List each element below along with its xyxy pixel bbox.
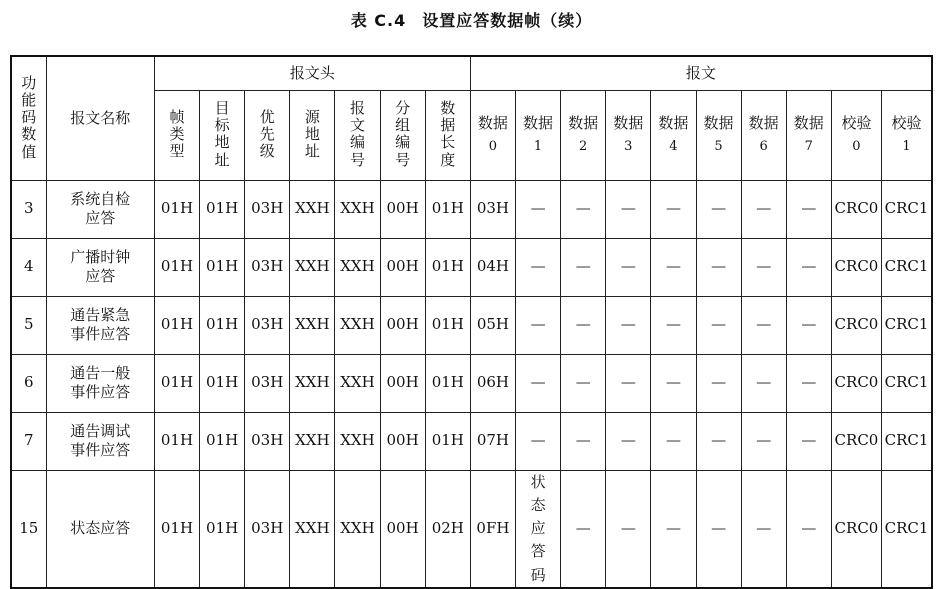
header-body-col: 数据 0 xyxy=(470,90,515,180)
empty-data-cell: — xyxy=(516,412,561,470)
empty-data-cell: — xyxy=(741,412,786,470)
header-head-col: 分组编号 xyxy=(380,90,425,180)
table-row xyxy=(11,412,932,470)
data-cell: 01H xyxy=(425,412,470,470)
header-body-col: 数据 2 xyxy=(561,90,606,180)
empty-data-cell: — xyxy=(741,180,786,238)
empty-data-cell: — xyxy=(561,180,606,238)
data-cell: 03H xyxy=(470,180,515,238)
data-cell: 03H xyxy=(245,296,290,354)
func-code-cell: 15 xyxy=(11,470,46,588)
table-caption xyxy=(0,8,943,31)
table-row xyxy=(11,354,932,412)
data-cell: XXH xyxy=(335,296,380,354)
data-cell: CRC1 xyxy=(882,412,932,470)
table-row xyxy=(11,180,932,238)
empty-data-cell: — xyxy=(606,180,651,238)
empty-data-cell: — xyxy=(651,470,696,588)
header-body-col: 数据 5 xyxy=(696,90,741,180)
data-cell: 01H xyxy=(200,238,245,296)
msg-name-cell: 通告一般 事件应答 xyxy=(46,354,154,412)
data-cell: 03H xyxy=(245,470,290,588)
msg-name-cell: 通告紧急 事件应答 xyxy=(46,296,154,354)
empty-data-cell: — xyxy=(651,238,696,296)
data-cell: 01H xyxy=(154,354,199,412)
data-cell: 03H xyxy=(245,354,290,412)
empty-data-cell: — xyxy=(786,296,831,354)
msg-name-cell: 广播时钟 应答 xyxy=(46,238,154,296)
data-cell: XXH xyxy=(290,354,335,412)
data-cell: 03H xyxy=(245,180,290,238)
data-cell: 03H xyxy=(245,412,290,470)
empty-data-cell: — xyxy=(741,296,786,354)
data-cell: CRC1 xyxy=(882,180,932,238)
data-cell: 00H xyxy=(380,180,425,238)
header-body-col: 数据 3 xyxy=(606,90,651,180)
data-cell: XXH xyxy=(335,180,380,238)
data-cell: 00H xyxy=(380,412,425,470)
empty-data-cell: — xyxy=(606,412,651,470)
data-cell: CRC0 xyxy=(831,296,881,354)
table-row xyxy=(11,470,932,588)
data-cell: XXH xyxy=(290,412,335,470)
table-row xyxy=(11,238,932,296)
data-cell: XXH xyxy=(335,354,380,412)
data-cell: 06H xyxy=(470,354,515,412)
data-cell: 01H xyxy=(425,354,470,412)
empty-data-cell: — xyxy=(786,180,831,238)
empty-data-cell: — xyxy=(651,296,696,354)
header-body-col: 校验 1 xyxy=(882,90,932,180)
data-cell: XXH xyxy=(290,180,335,238)
data-cell: 01H xyxy=(425,296,470,354)
data-cell: XXH xyxy=(290,470,335,588)
data-cell: XXH xyxy=(335,470,380,588)
empty-data-cell: — xyxy=(786,354,831,412)
empty-data-cell: — xyxy=(606,238,651,296)
empty-data-cell: — xyxy=(696,470,741,588)
data-cell: CRC0 xyxy=(831,470,881,588)
data-cell: 00H xyxy=(380,354,425,412)
empty-data-cell: — xyxy=(786,412,831,470)
func-code-cell: 3 xyxy=(11,180,46,238)
empty-data-cell: — xyxy=(696,296,741,354)
data-cell: XXH xyxy=(290,296,335,354)
msg-name-cell: 系统自检 应答 xyxy=(46,180,154,238)
empty-data-cell: — xyxy=(651,354,696,412)
empty-data-cell: — xyxy=(696,354,741,412)
func-code-cell: 6 xyxy=(11,354,46,412)
header-func-code: 功能码数值 xyxy=(11,56,46,180)
header-body-col: 数据 1 xyxy=(516,90,561,180)
empty-data-cell: — xyxy=(786,238,831,296)
header-body-col: 数据 7 xyxy=(786,90,831,180)
header-group-body: 报文 xyxy=(470,56,932,90)
empty-data-cell: — xyxy=(606,296,651,354)
empty-data-cell: — xyxy=(741,238,786,296)
empty-data-cell: — xyxy=(516,238,561,296)
header-head-col: 数据长度 xyxy=(425,90,470,180)
msg-name-cell: 状态应答 xyxy=(46,470,154,588)
header-head-col: 源地址 xyxy=(290,90,335,180)
frame-spec-table xyxy=(10,55,933,589)
data-cell: XXH xyxy=(335,412,380,470)
empty-data-cell: — xyxy=(561,412,606,470)
header-head-col: 目标地址 xyxy=(200,90,245,180)
empty-data-cell: — xyxy=(696,412,741,470)
data-cell: 03H xyxy=(245,238,290,296)
empty-data-cell: — xyxy=(741,354,786,412)
empty-data-cell: — xyxy=(561,470,606,588)
data-cell: 0FH xyxy=(470,470,515,588)
data-cell: 01H xyxy=(425,238,470,296)
data-cell: 04H xyxy=(470,238,515,296)
data-cell: 01H xyxy=(154,238,199,296)
empty-data-cell: — xyxy=(741,470,786,588)
header-body-col: 数据 4 xyxy=(651,90,696,180)
header-head-col: 优先级 xyxy=(245,90,290,180)
data-cell: 00H xyxy=(380,238,425,296)
empty-data-cell: — xyxy=(651,412,696,470)
data-cell: 01H xyxy=(154,180,199,238)
header-head-col: 帧类型 xyxy=(154,90,199,180)
data-cell: CRC0 xyxy=(831,412,881,470)
data-cell: 01H xyxy=(200,180,245,238)
empty-data-cell: — xyxy=(516,354,561,412)
data-cell: CRC1 xyxy=(882,238,932,296)
header-body-col: 校验 0 xyxy=(831,90,881,180)
empty-data-cell: — xyxy=(561,238,606,296)
empty-data-cell: — xyxy=(606,470,651,588)
msg-name-cell: 通告调试 事件应答 xyxy=(46,412,154,470)
func-code-cell: 4 xyxy=(11,238,46,296)
data-cell: CRC0 xyxy=(831,238,881,296)
header-body-col: 数据 6 xyxy=(741,90,786,180)
data-cell: CRC0 xyxy=(831,180,881,238)
data-cell: 05H xyxy=(470,296,515,354)
func-code-cell: 7 xyxy=(11,412,46,470)
data-cell: CRC1 xyxy=(882,296,932,354)
data-cell: 00H xyxy=(380,470,425,588)
header-head-col: 报文编号 xyxy=(335,90,380,180)
data-cell: 01H xyxy=(200,412,245,470)
data-cell: 00H xyxy=(380,296,425,354)
table-title: 设置应答数据帧（续） xyxy=(422,11,593,30)
header-msg-name: 报文名称 xyxy=(46,56,154,180)
data-cell: 01H xyxy=(200,470,245,588)
empty-data-cell: — xyxy=(516,296,561,354)
empty-data-cell: — xyxy=(516,180,561,238)
empty-data-cell: — xyxy=(561,296,606,354)
data-cell: 01H xyxy=(154,470,199,588)
data-cell: 07H xyxy=(470,412,515,470)
header-group-head: 报文头 xyxy=(154,56,470,90)
empty-data-cell: — xyxy=(606,354,651,412)
data-cell: 01H xyxy=(200,296,245,354)
empty-data-cell: — xyxy=(786,470,831,588)
data-cell: XXH xyxy=(290,238,335,296)
table-row xyxy=(11,296,932,354)
table-number: 表 C.4 xyxy=(350,11,407,30)
data-cell: CRC1 xyxy=(882,470,932,588)
data-cell: 01H xyxy=(154,296,199,354)
data-cell: 01H xyxy=(425,180,470,238)
empty-data-cell: — xyxy=(561,354,606,412)
data-cell: CRC1 xyxy=(882,354,932,412)
data-cell: 01H xyxy=(200,354,245,412)
data-cell: 状态应答码 xyxy=(516,470,561,588)
data-cell: CRC0 xyxy=(831,354,881,412)
data-cell: 02H xyxy=(425,470,470,588)
empty-data-cell: — xyxy=(696,238,741,296)
data-cell: 01H xyxy=(154,412,199,470)
func-code-cell: 5 xyxy=(11,296,46,354)
empty-data-cell: — xyxy=(696,180,741,238)
data-cell: XXH xyxy=(335,238,380,296)
empty-data-cell: — xyxy=(651,180,696,238)
